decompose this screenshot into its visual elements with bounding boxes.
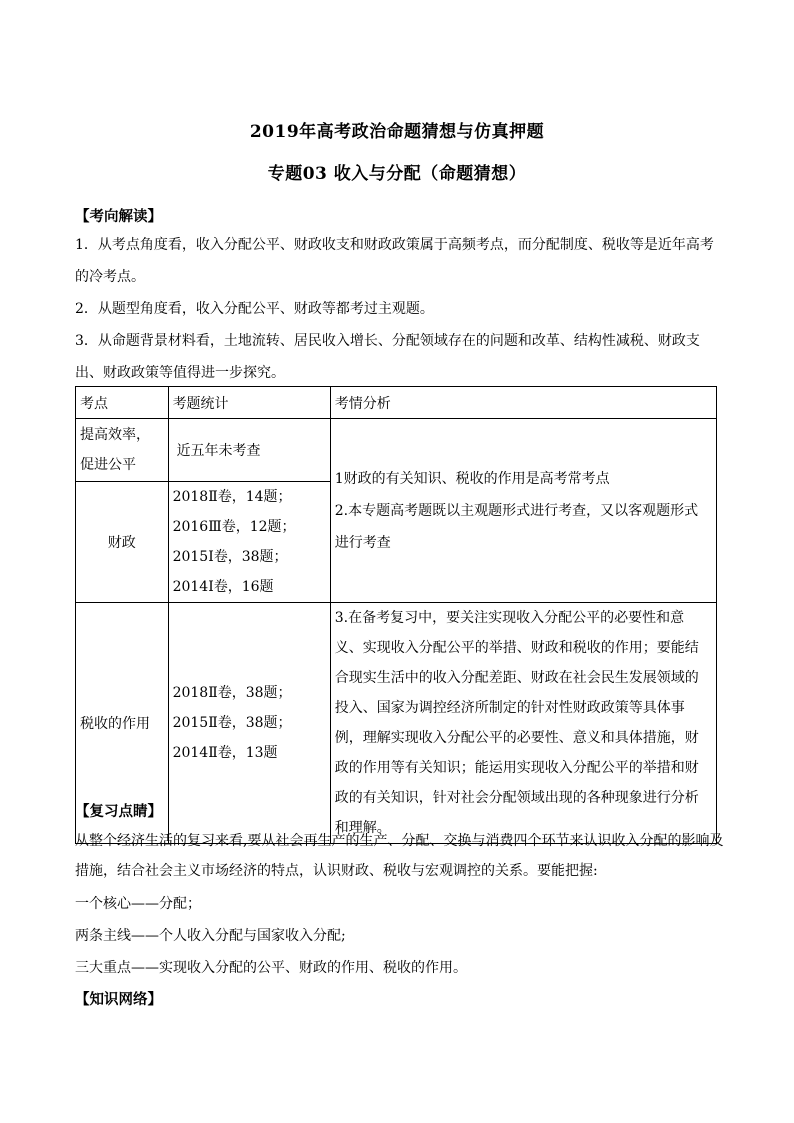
document-title: 2019年高考政治命题猜想与仿真押题 (249, 122, 545, 142)
exam-direction-item-3: 3．从命题背景材料看，土地流转、居民收入增长、分配领域存在的问题和改革、结构性减税、财政支出、财政政策等值得进一步探究。 (75, 333, 700, 381)
exam-analysis-table (75, 386, 717, 844)
analysis-text-1: 1财政的有关知识、税收的作用是高考常考点 (334, 470, 610, 487)
exam-point-text: 提高效率，促进公平 (80, 427, 150, 473)
exam-point-cell (76, 419, 169, 482)
analysis-text-3: 3.在备考复习中，要关注实现收入分配公平的必要性和意义、实现收入分配公平的举措、财政和税收的作用；要能结合现实生活中的收入分配差距、财政在社会民生发展领域的投入、国家为调控经济所制定的针对性财政政策等具体事例，理解实现收入分配公平的必要性、意义和具体措施，财政的作用等有关知识；能运用实现收入分配公平的举措和财政的有关知识，针对社会分配领域出现的各种现象进行分析和理解。 (334, 610, 699, 836)
review-focus-intro: 从整个经济生活的复习来看,要从社会再生产的生产、分配、交换与消费四个环节来认识收入分配的影响及措施，结合社会主义市场经济的特点，认识财政、税收与宏观调控的关系。要能把握: (75, 833, 724, 879)
review-focus-line-3: 三大重点——实现收入分配的公平、财政的作用、税收的作用。 (75, 960, 467, 976)
exam-stats-cell (168, 419, 330, 482)
section-heading-review-focus: 【复习点睛】 (75, 803, 162, 820)
table-header-row (76, 387, 717, 419)
exam-direction-item-1: 1．从考点角度看，收入分配公平、财政收支和财政政策属于高频考点，而分配制度、税收等是近年高考的冷考点。 (75, 237, 714, 285)
review-focus-line-1: 一个核心——分配； (75, 896, 201, 912)
exam-point-text: 税收的作用 (80, 716, 150, 732)
table-row (76, 603, 717, 844)
exam-stats-cell (168, 603, 330, 844)
analysis-cell (330, 603, 716, 844)
exam-stats-text: 2018Ⅱ卷，38题；2015Ⅱ卷，38题；2014Ⅱ卷，13题 (172, 685, 292, 761)
exam-stats-text: 2018Ⅱ卷，14题；2016Ⅲ卷，12题；2015Ⅰ卷，38题；2014Ⅰ卷，16题 (172, 489, 296, 595)
header-exam-point: 考点 (76, 387, 169, 419)
exam-stats-text: 近五年未考查 (176, 443, 261, 459)
header-exam-stats: 考题统计 (168, 387, 330, 419)
document-subtitle: 专题03 收入与分配（命题猜想） (267, 164, 527, 184)
analysis-text-2: 2.本专题高考题既以主观题形式进行考查，又以客观题形式进行考查 (334, 502, 699, 551)
section-heading-exam-direction: 【考向解读】 (75, 208, 162, 225)
header-analysis: 考情分析 (330, 387, 716, 419)
exam-direction-item-2: 2．从题型角度看，收入分配公平、财政等都考过主观题。 (75, 301, 434, 317)
table-row (76, 419, 717, 482)
analysis-cell (330, 419, 716, 603)
exam-point-cell (76, 482, 169, 603)
review-focus-line-2: 两条主线——个人收入分配与国家收入分配; (75, 928, 346, 944)
section-heading-knowledge-network: 【知识网络】 (75, 991, 162, 1008)
exam-point-text: 财政 (107, 535, 136, 551)
exam-stats-cell (168, 482, 330, 603)
